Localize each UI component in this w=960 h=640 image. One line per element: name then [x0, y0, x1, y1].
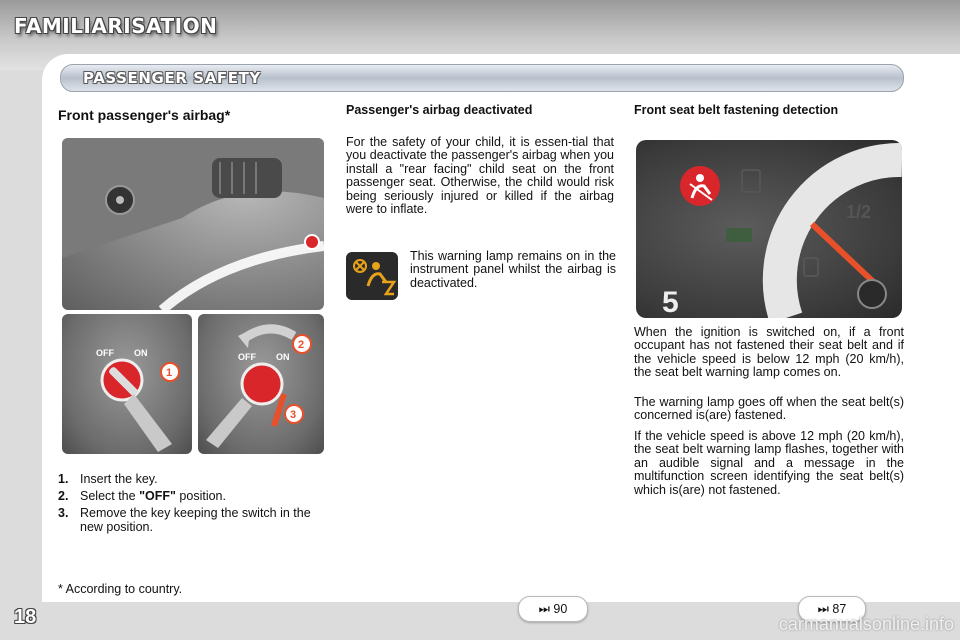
- step-text: Insert the key.: [80, 472, 158, 486]
- page-ref-link[interactable]: ⏭ 87: [798, 596, 866, 622]
- step3-marker: 3: [290, 409, 297, 421]
- step-number: 1.: [58, 472, 69, 486]
- on-label-2: ON: [276, 352, 290, 362]
- step1-marker: 1: [166, 367, 173, 379]
- watermark: carmanualsonline.info: [778, 614, 954, 634]
- step-number: 3.: [58, 506, 69, 520]
- step-text-bold: "OFF": [139, 489, 176, 503]
- off-label: OFF: [96, 348, 114, 358]
- speed-five-label: 5: [662, 286, 679, 318]
- page-number: 18: [14, 606, 37, 628]
- page-ref-link[interactable]: ⏭ 90: [518, 596, 588, 622]
- step-text: Remove the key keeping the switch in the new position.: [80, 506, 311, 534]
- off-label-2: OFF: [238, 352, 256, 362]
- section-banner: [60, 64, 904, 92]
- seatbelt-paragraph-3: If the vehicle speed is above 12 mph (20 km/h), the seat belt warning lamp flashes, together with an audible signal and a message in the multifunction screen identifying the seat belt(s) which is(are) not fastened.: [634, 429, 904, 497]
- airbag-heading: Front passenger's airbag*: [58, 107, 231, 123]
- footnote: * According to country.: [58, 582, 183, 596]
- key-turn-photo: [198, 314, 324, 454]
- list-item: [58, 489, 330, 503]
- seatbelt-paragraph-1: When the ignition is switched on, if a front occupant has not fastened their seat belt and if the vehicle speed is below 12 mph (20 km/h), the seat belt warning lamp comes on.: [634, 325, 904, 380]
- seatbelt-paragraph-2: The warning lamp goes off when the seat belt(s) concerned is(are) fastened.: [634, 395, 904, 423]
- seatbelt-heading: Front seat belt fastening detection: [634, 103, 839, 117]
- procedure-list: [58, 472, 330, 537]
- half-tank-label: 1/2: [846, 202, 872, 222]
- lamp-paragraph: This warning lamp remains on in the instrument panel whilst the airbag is deactivated.: [410, 249, 616, 290]
- step-number: 2.: [58, 489, 69, 503]
- dashboard-photo: [62, 138, 324, 310]
- key-insert-photo: [62, 314, 192, 454]
- banner-title: PASSENGER SAFETY: [83, 69, 261, 87]
- step2-marker: 2: [298, 339, 305, 351]
- airbag-off-lamp-icon: [346, 252, 398, 300]
- list-item: [58, 506, 330, 534]
- step-text-before: Select the: [80, 489, 140, 503]
- list-item: [58, 472, 330, 486]
- instrument-panel-photo: [636, 140, 902, 318]
- on-label: ON: [134, 348, 148, 358]
- section-title: FAMILIARISATION: [14, 14, 218, 38]
- airbag-paragraph: For the safety of your child, it is essen-tial that you deactivate the passenger's airbag when you install a "rear facing" child seat on the front passenger seat. Otherwise, the child would risk being seriously injured or killed if the airbag were to inflate.: [346, 135, 614, 217]
- airbag-deactivated-heading: Passenger's airbag deactivated: [346, 103, 533, 117]
- step-text-after: position.: [175, 489, 226, 503]
